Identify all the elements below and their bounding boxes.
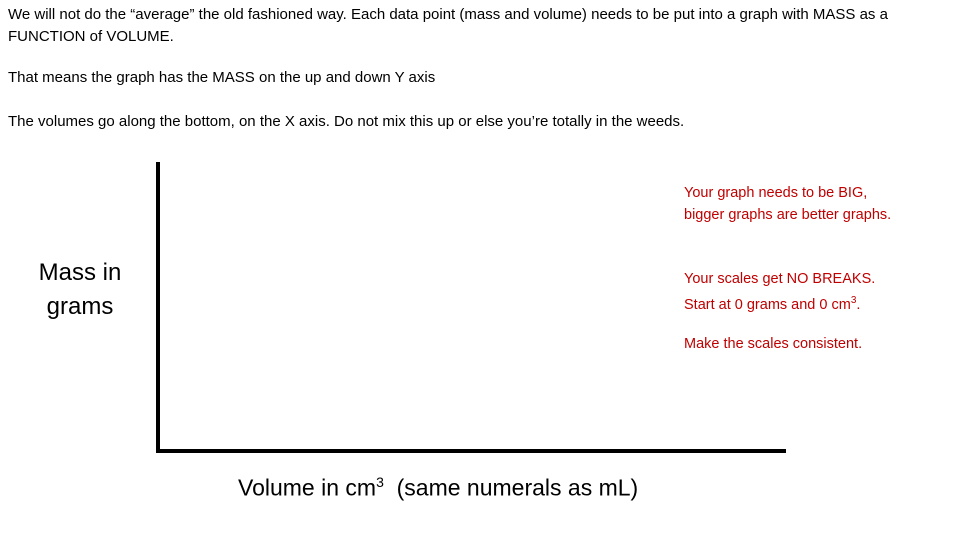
note-consistent-scales: Make the scales consistent. <box>684 336 863 352</box>
x-axis-label-suffix: (same numerals as mL) <box>383 474 639 501</box>
y-axis-label-line2: grams <box>46 293 114 320</box>
note-no-breaks-line2-text: Start at 0 grams and 0 cm <box>684 296 851 313</box>
note-big-graph: Your graph needs to be BIG, bigger graphs are better graphs. <box>684 185 892 223</box>
x-axis-label-superscript: 3 <box>376 474 384 490</box>
note-no-breaks-line2 <box>684 290 924 316</box>
y-axis-explanation: That means the graph has the MASS on the up and down Y axis <box>8 69 436 86</box>
note-no-breaks <box>684 268 924 316</box>
x-axis-explanation: The volumes go along the bottom, on the X axis. Do not mix this up or else you’re totally in the weeds. <box>8 113 685 130</box>
x-axis-label <box>238 474 638 502</box>
x-axis-line <box>156 449 786 453</box>
y-axis-label-line1: Mass in <box>38 259 122 286</box>
note-no-breaks-superscript: 3 <box>850 295 857 306</box>
intro-text: We will not do the “average” the old fashioned way. Each data point (mass and volume) needs to be put into a graph with MASS as a FUNCTION of VOLUME. <box>8 6 888 45</box>
y-axis-label <box>20 256 140 324</box>
x-axis-label-prefix: Volume in cm <box>238 474 377 501</box>
y-axis-line <box>156 162 160 453</box>
note-no-breaks-line1: Your scales get NO BREAKS. <box>684 271 876 287</box>
note-no-breaks-period: . <box>856 296 861 313</box>
